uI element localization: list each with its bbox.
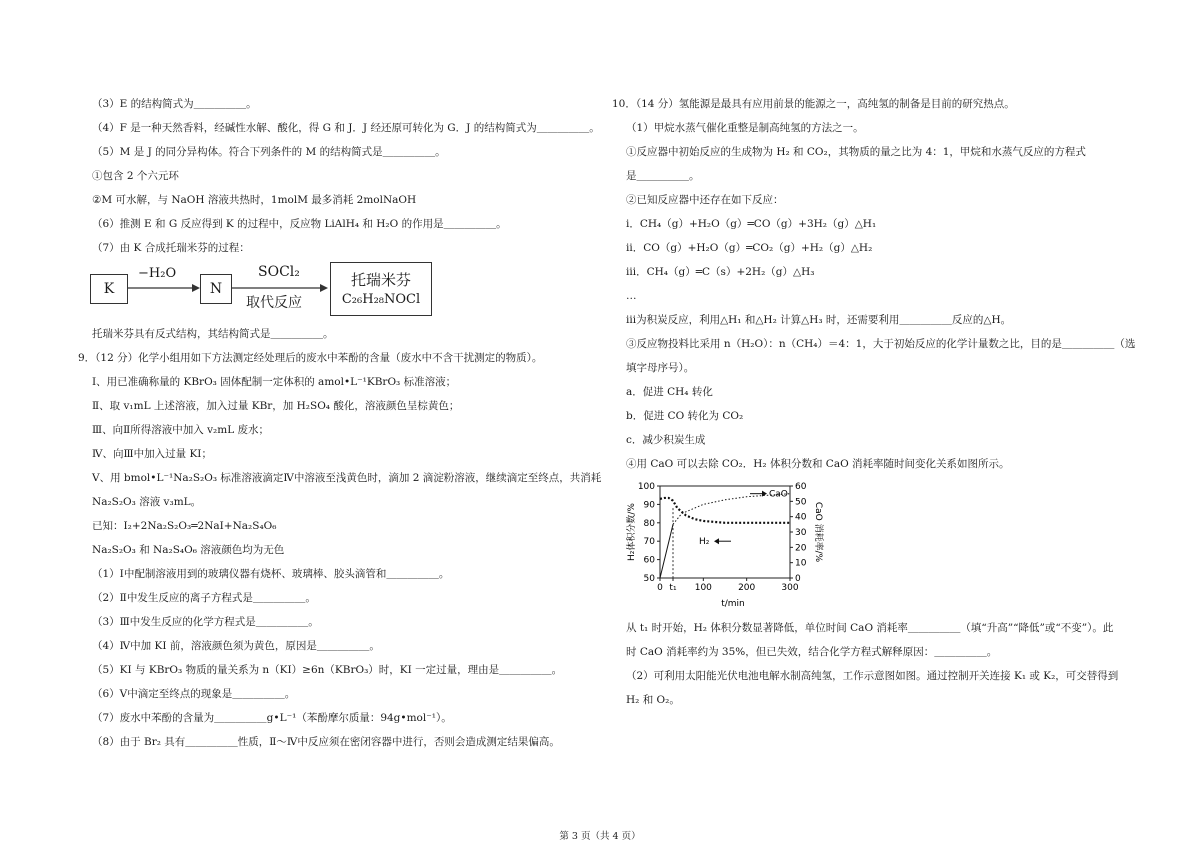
part-6: （6）Ⅴ中滴定至终点的现象是＿＿＿＿＿。 bbox=[92, 688, 296, 700]
r5b: 填字母序号）。 bbox=[626, 362, 695, 374]
ellipsis: … bbox=[626, 290, 637, 302]
step-5a: Ⅴ、用 bmol•L⁻¹Na₂S₂O₃ 标准溶液滴定Ⅳ中溶液至浅黄色时，滴加 2 滴淀粉溶液，继续滴定至终点，共消耗 bbox=[92, 472, 602, 484]
x-tick-label: t₁ bbox=[669, 583, 677, 593]
part-2: （2）Ⅱ中发生反应的离子方程式是＿＿＿＿＿。 bbox=[92, 592, 316, 604]
y-right-tick-label: 60 bbox=[795, 482, 807, 492]
y-left-tick-label: 50 bbox=[643, 574, 655, 584]
part-1: （1）Ⅰ中配制溶液用到的玻璃仪器有烧杯、玻璃棒、胶头滴管和＿＿＿＿＿。 bbox=[92, 568, 450, 580]
right-column bbox=[612, 92, 1136, 712]
x-tick-label: 0 bbox=[657, 583, 663, 593]
y-right-tick-label: 50 bbox=[795, 497, 807, 508]
x-tick-label: 100 bbox=[694, 583, 712, 593]
step-3: Ⅲ、向Ⅱ所得溶液中加入 v₂mL 废水； bbox=[92, 424, 270, 436]
known-color: Na₂S₂O₃ 和 Na₂S₄O₆ 溶液颜色均为无色 bbox=[92, 544, 285, 556]
product-formula: C₂₆H₂₈NOCl bbox=[341, 292, 421, 307]
part-8: （8）由于 Br₂ 具有＿＿＿＿＿性质，Ⅱ～Ⅳ中反应须在密闭容器中进行，否则会造成测定结果偏高。 bbox=[92, 736, 560, 748]
reaction-iii: ⅲ．CH₄（g）═C（s）+2H₂（g）△H₃ bbox=[626, 266, 815, 278]
flow-arrow2-bottom: 取代反应 bbox=[246, 295, 302, 311]
page-footer: 第 3 页（共 4 页） bbox=[559, 831, 641, 842]
step-1: Ⅰ、用已准确称量的 KBrO₃ 固体配制一定体积的 amol•L⁻¹KBrO₃ 标准溶液； bbox=[92, 376, 457, 388]
y-right-axis-label: CaO 消耗率/% bbox=[813, 501, 823, 563]
r2a: ①反应器中初始反应的生成物为 H₂ 和 CO₂，其物质的量之比为 4：1，甲烷和水蒸气反应的方程式 bbox=[626, 146, 1086, 158]
r6: ④用 CaO 可以去除 CO₂．H₂ 体积分数和 CaO 消耗率随时间变化关系如图所示。 bbox=[626, 458, 1010, 470]
y-right-tick-label: 0 bbox=[795, 574, 801, 584]
y-left-tick-label: 100 bbox=[637, 482, 655, 492]
known-equation: 已知：I₂+2Na₂S₂O₃═2NaI+Na₂S₄O₆ bbox=[92, 520, 277, 532]
r4: ⅲ为积炭反应，利用△H₁ 和△H₂ 计算△H₃ 时，还需要利用＿＿＿＿＿反应的△H。 bbox=[626, 314, 1012, 326]
flow-arrow1-label: −H₂O bbox=[138, 266, 177, 281]
r8a: （2）可利用太阳能光伏电池电解水制高纯氢，工作示意图如图。通过控制开关连接 K₁ 或 K₂，可交替得到 bbox=[626, 670, 1119, 682]
product-name: 托瑞米芬 bbox=[350, 271, 411, 289]
y-left-tick-label: 60 bbox=[643, 555, 655, 566]
flow-k-label: K bbox=[103, 281, 115, 297]
y-right-tick-label: 40 bbox=[795, 512, 807, 523]
y-right-tick-label: 30 bbox=[795, 528, 807, 538]
x-axis-label: t/min bbox=[721, 599, 745, 609]
part-5: （5）KI 与 KBrO₃ 物质的量关系为 n（KI）≥6n（KBrO₃）时，KI 一定过量，理由是＿＿＿＿＿。 bbox=[92, 664, 563, 676]
y-left-tick-label: 70 bbox=[643, 537, 655, 548]
r2b: 是＿＿＿＿＿。 bbox=[626, 170, 700, 182]
q9-title: 9．（12 分）化学小组用如下方法测定经处理后的废水中苯酚的含量（废水中不含干扰测定的物质）。 bbox=[78, 352, 543, 364]
y-right-tick-label: 10 bbox=[795, 558, 807, 569]
h2-label-arrowhead bbox=[714, 538, 719, 544]
synthesis-flow-diagram bbox=[88, 260, 598, 322]
q6: （6）推测 E 和 G 反应得到 K 的过程中，反应物 LiAlH₄ 和 H₂O 的作用是＿＿＿＿＿。 bbox=[92, 218, 507, 230]
y-left-tick-label: 90 bbox=[643, 500, 655, 511]
part-7: （7）废水中苯酚的含量为＿＿＿＿＿g•L⁻¹（苯酚摩尔质量：94g•mol⁻¹）。 bbox=[92, 712, 452, 724]
q4: （4）F 是一种天然香料，经碱性水解、酸化，得 G 和 J．J 经还原可转化为 G．J 的结构简式为＿＿＿＿＿。 bbox=[92, 122, 600, 134]
flow-box-product bbox=[330, 262, 432, 316]
y-right-tick-label: 20 bbox=[795, 543, 807, 554]
option-a: a．促进 CH₄ 转化 bbox=[626, 386, 713, 398]
q5: （5）M 是 J 的同分异构体。符合下列条件的 M 的结构简式是＿＿＿＿＿。 bbox=[92, 146, 446, 158]
reaction-i: ⅰ．CH₄（g）+H₂O（g）═CO（g）+3H₂（g）△H₁ bbox=[626, 218, 877, 230]
x-tick-label: 200 bbox=[738, 583, 756, 593]
chart-svg bbox=[622, 478, 822, 616]
cao-series-label: CaO bbox=[769, 489, 788, 500]
h2-series-label: H₂ bbox=[699, 537, 710, 548]
r1: （1）甲烷水蒸气催化重整是制高纯氢的方法之一。 bbox=[626, 122, 864, 134]
left-column bbox=[78, 92, 602, 754]
step-5b: Na₂S₂O₃ 溶液 v₃mL。 bbox=[92, 496, 202, 508]
flow-n-label: N bbox=[209, 281, 223, 297]
option-c: c．减少积炭生成 bbox=[626, 434, 706, 446]
x-tick-label: 300 bbox=[781, 583, 799, 593]
series-h2-line bbox=[660, 498, 790, 523]
q10-title: 10．（14 分）氢能源是最具有应用前景的能源之一，高纯氢的制备是目前的研究热点。 bbox=[612, 98, 1015, 110]
q7: （7）由 K 合成托瑞米芬的过程： bbox=[92, 242, 250, 254]
r7b: 时 CaO 消耗率约为 35%，但已失效，结合化学方程式解释原因：＿＿＿＿＿。 bbox=[626, 646, 998, 658]
condition-2: ②M 可水解，与 NaOH 溶液共热时，1molM 最多消耗 2molNaOH bbox=[92, 194, 417, 206]
y-left-axis-label: H₂体积分数/% bbox=[627, 503, 637, 561]
y-left-tick-label: 80 bbox=[643, 518, 655, 529]
reaction-ii: ⅱ．CO（g）+H₂O（g）═CO₂（g）+H₂（g）△H₂ bbox=[626, 242, 873, 254]
step-4: Ⅳ、向Ⅲ中加入过量 KI； bbox=[92, 448, 212, 460]
step-2: Ⅱ、取 v₁mL 上述溶液，加入过量 KBr，加 H₂SO₄ 酸化，溶液颜色呈棕黄色； bbox=[92, 400, 460, 412]
r3: ②已知反应器中还存在如下反应： bbox=[626, 194, 784, 206]
part-4: （4）Ⅳ中加 KI 前，溶液颜色须为黄色，原因是＿＿＿＿＿。 bbox=[92, 640, 380, 652]
option-b: b．促进 CO 转化为 CO₂ bbox=[626, 410, 744, 422]
condition-1: ①包含 2 个六元环 bbox=[92, 170, 179, 182]
r7a: 从 t₁ 时开始，H₂ 体积分数显著降低，单位时间 CaO 消耗率＿＿＿＿＿（填“升高”“降低”或“不变”）。此 bbox=[626, 622, 1114, 634]
plot-frame bbox=[660, 486, 790, 578]
r5a: ③反应物投料比采用 n（H₂O）：n（CH₄）＝4：1，大于初始反应的化学计量数之比，目的是＿＿＿＿＿（选 bbox=[626, 338, 1136, 350]
flow-box-n bbox=[200, 274, 232, 304]
h2-cao-chart bbox=[622, 478, 822, 616]
r8b: H₂ 和 O₂。 bbox=[626, 694, 680, 706]
series-cao-line-solid bbox=[660, 524, 673, 578]
flow-arrow2-top: SOCl₂ bbox=[258, 264, 300, 280]
q7b: 托瑞米芬具有反式结构，其结构简式是＿＿＿＿＿。 bbox=[92, 328, 334, 340]
q3: （3）E 的结构简式为＿＿＿＿＿。 bbox=[92, 98, 257, 110]
part-3: （3）Ⅲ中发生反应的化学方程式是＿＿＿＿＿。 bbox=[92, 616, 319, 628]
